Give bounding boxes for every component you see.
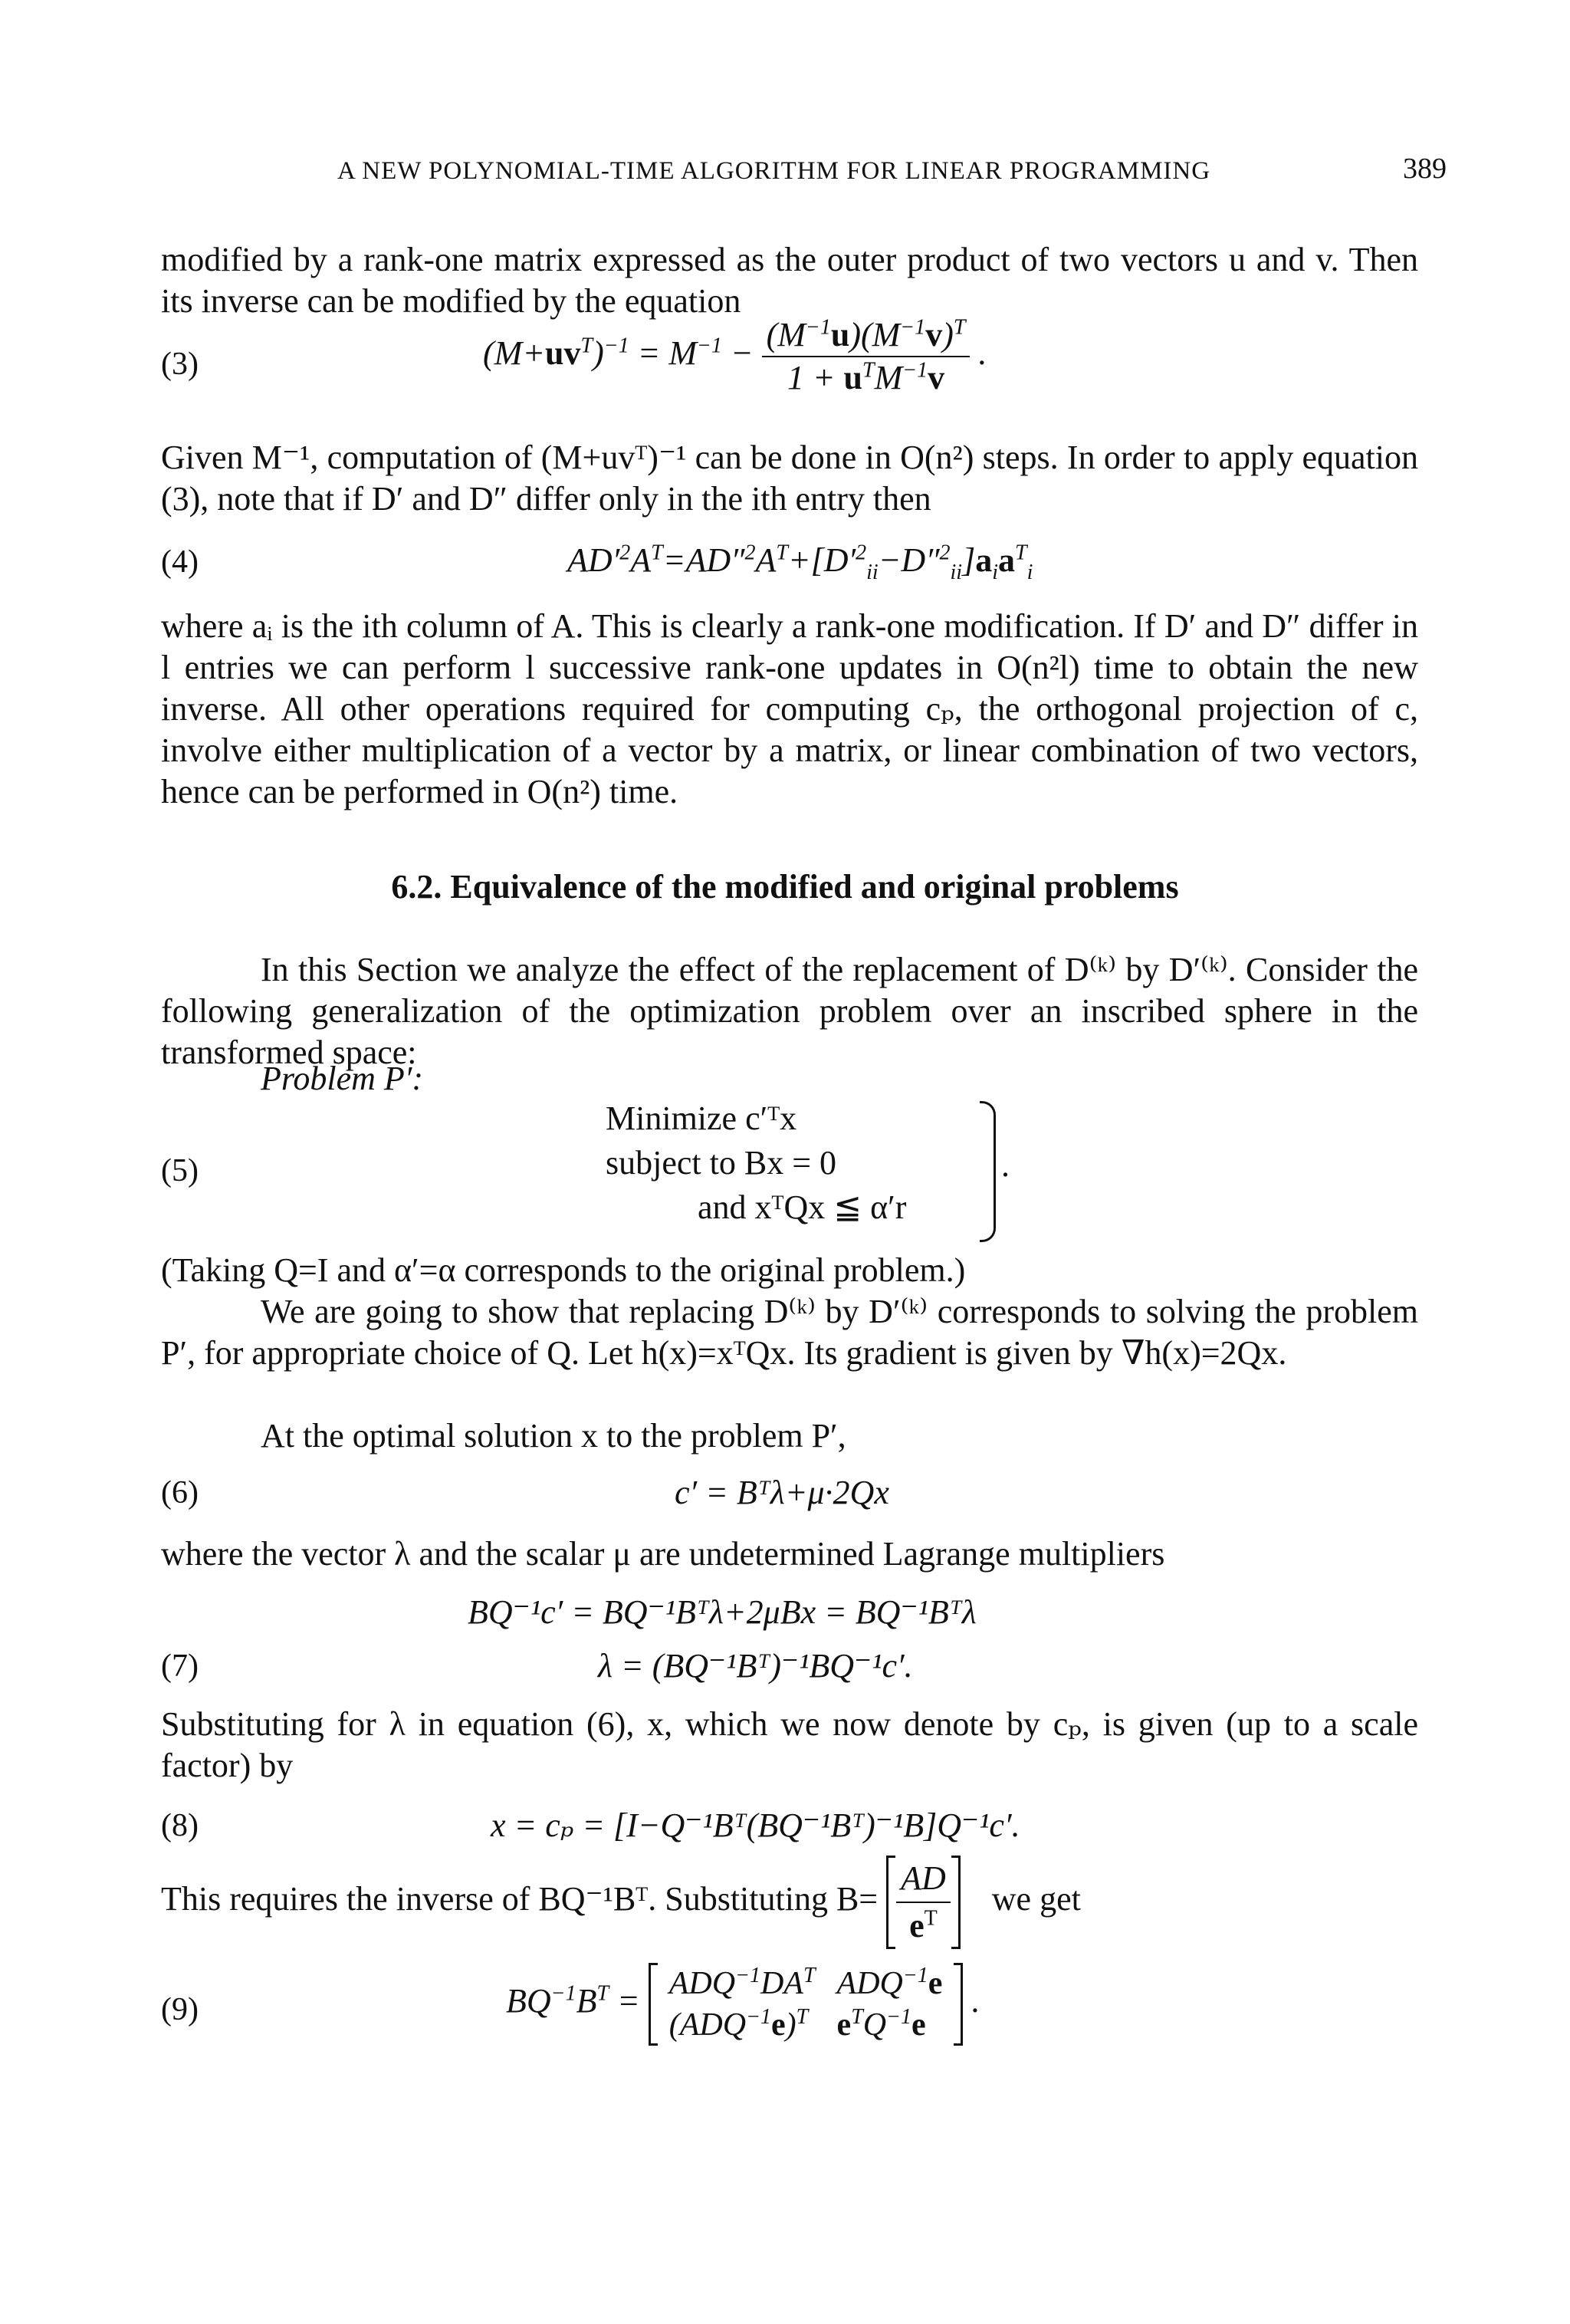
paragraph-section-text: In this Section we analyze the effect of the replacement of D⁽ᵏ⁾ by D′⁽ᵏ⁾. Consider the following generalization of the optimization problem over an inscribed sphere in the transformed space:	[161, 951, 1418, 1071]
section-heading: 6.2. Equivalence of the modified and original problems	[391, 868, 1179, 906]
paragraph-where: where aᵢ is the ith column of A. This is clearly a rank-one modification. If D′ and D″ differ in l entries we can perform l successive rank-one updates in O(n²l) time to obtain the new inverse. All other operations required for computing cₚ, the orthogonal projection of c, involve either multiplication of a vector by a matrix, or linear combination of two vectors, hence can be performed in O(n²) time.	[161, 607, 1418, 810]
problem-label: Problem P′:	[261, 1060, 424, 1097]
equation-number-4: (4)	[161, 544, 199, 580]
paragraph-section-intro	[161, 949, 1418, 1073]
equation-number-8: (8)	[161, 1808, 199, 1843]
paragraph-given: Given M⁻¹, computation of (M+uvᵀ)⁻¹ can be done in O(n²) steps. In order to apply equation (3), note that if D′ and D″ differ only in the ith entry then	[161, 439, 1418, 518]
paragraph-optimal	[161, 1415, 1418, 1457]
equation-number-5: (5)	[161, 1153, 199, 1188]
requires-text-before: This requires the inverse of BQ⁻¹Bᵀ. Substituting B=	[161, 1880, 879, 1918]
equation-number-9: (9)	[161, 1992, 199, 2027]
paragraph-substituting: Substituting for λ in equation (6), x, which we now denote by cₚ, is given (up to a scale factor) by	[161, 1705, 1418, 1784]
equation-4: $AD'^2A^T=AD''^2A^T+[D'^2_{ii}-D''^2_{ii}]a_ia^T_i$	[567, 541, 1033, 584]
equation-6: c′ = Bᵀλ+μ·2Qx	[675, 1474, 889, 1511]
page-number: 389	[1403, 153, 1447, 185]
system-period: .	[1001, 1146, 1010, 1184]
equation-8: x = cₚ = [I−Q⁻¹Bᵀ(BQ⁻¹Bᵀ)⁻¹B]Q⁻¹c′.	[491, 1806, 1020, 1844]
paragraph-lagrange: where the vector λ and the scalar μ are undetermined Lagrange multipliers	[161, 1535, 1165, 1573]
eq5-line-2: subject to Bx = 0	[606, 1144, 837, 1182]
equation-number-3: (3)	[161, 347, 199, 382]
paragraph-taking: (Taking Q=I and α′=α corresponds to the original problem.)	[161, 1251, 966, 1289]
b-block-matrix: $\frac{AD}{e^T}$	[886, 1856, 961, 1949]
equation-3: $(M+uv^T)^{-1} = M^{-1}$ − $\frac{(M^{-1}u)(M^{-1}v)^T}{1 + u^TM^{-1}v}$ .	[483, 315, 987, 396]
intro-paragraph: modified by a rank-one matrix expressed as the outer product of two vectors u and v. Then its inverse can be modified by the equation	[161, 241, 1418, 320]
system-brace	[980, 1101, 996, 1242]
paragraph-optimal-text: At the optimal solution x to the problem P′,	[261, 1417, 846, 1455]
eq9-matrix: $ADQ^{-1}DA^T$ $ADQ^{-1}e$ $(ADQ^{-1}e)^T$ $e^TQ^{-1}e$	[649, 1963, 964, 2046]
paragraph-we-are-going-text: We are going to show that replacing D⁽ᵏ⁾ by D′⁽ᵏ⁾ corresponds to solving the problem P′, for appropriate choice of Q. Let h(x)=xᵀQx. Its gradient is given by ∇h(x)=2Qx.	[161, 1293, 1418, 1372]
equation-number-6: (6)	[161, 1475, 199, 1510]
equation-9: $BQ^{-1}B^T = ADQ^{-1}DA^T$ $ADQ^{-1}e$ $(ADQ^{-1}e)^T$ $e^TQ^{-1}e$ .	[506, 1963, 980, 2046]
equation-7-line-1: BQ⁻¹c′ = BQ⁻¹Bᵀλ+2μBx = BQ⁻¹Bᵀλ	[468, 1593, 977, 1631]
eq5-line-1: Minimize c′ᵀx	[606, 1100, 797, 1137]
equation-5-system	[606, 1096, 906, 1230]
equation-7-line-2: λ = (BQ⁻¹Bᵀ)⁻¹BQ⁻¹c′.	[598, 1647, 913, 1685]
paragraph-requires	[161, 1856, 1418, 1949]
eq5-line-3: and xᵀQx ≦ α′r	[698, 1188, 907, 1226]
running-title: A NEW POLYNOMIAL-TIME ALGORITHM FOR LINEAR PROGRAMMING	[337, 157, 1211, 185]
equation-number-7: (7)	[161, 1648, 199, 1684]
paragraph-we-are-going	[161, 1291, 1418, 1374]
requires-text-after: we get	[991, 1880, 1081, 1918]
